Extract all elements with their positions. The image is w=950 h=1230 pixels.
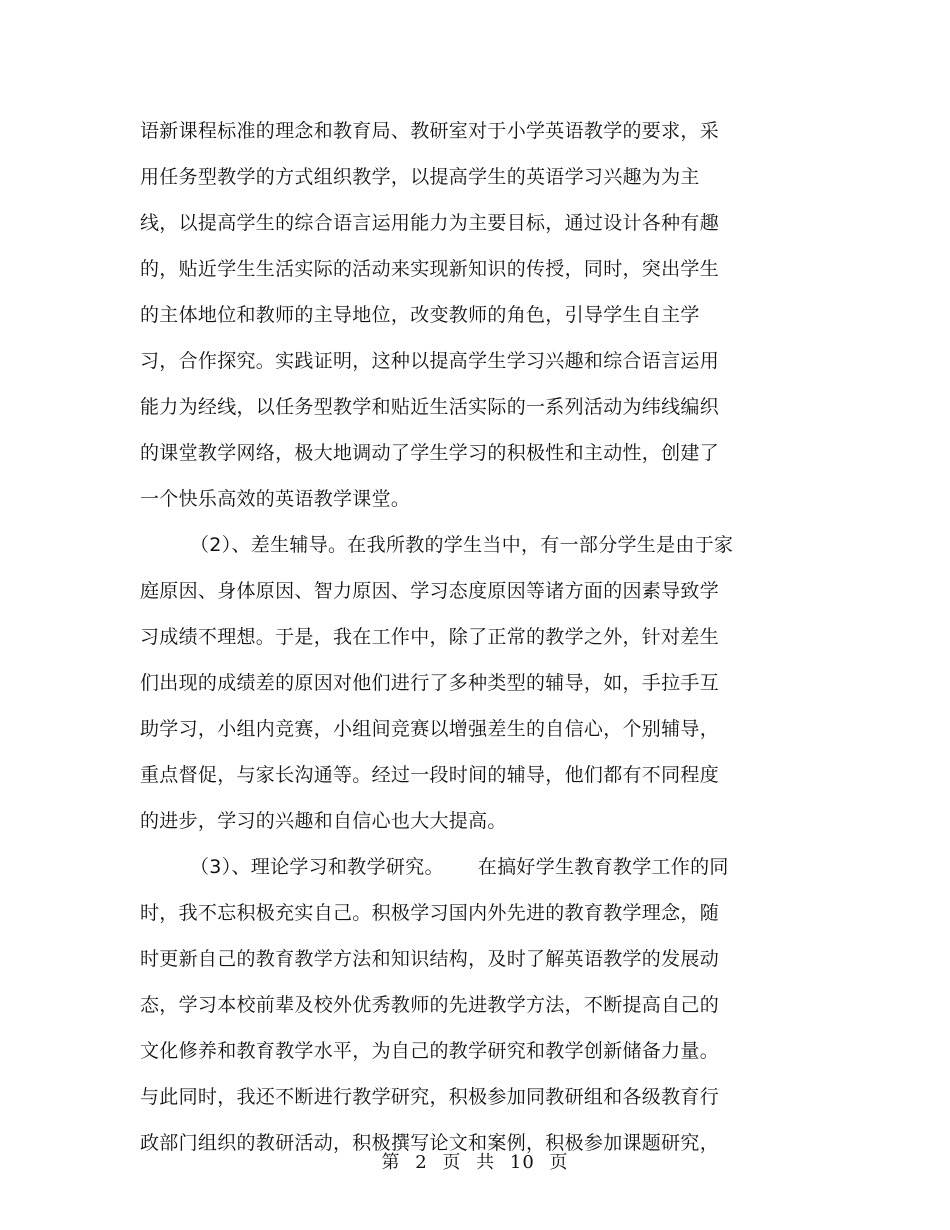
text-line: 与此同时，我还不断进行教学研究，积极参加同教研组和各级教育行 [140, 1086, 720, 1108]
text-line: 助学习，小组内竞赛，小组间竞赛以增强差生的自信心，个别辅导， [140, 718, 720, 740]
footer-ye: 页 [549, 1152, 569, 1173]
total-pages: 10 [509, 1152, 535, 1173]
text-line: 习成绩不理想。于是，我在工作中，除了正常的教学之外，针对差生 [140, 626, 720, 648]
paragraph-start-line [140, 849, 780, 885]
text-line: 的课堂教学网络，极大地调动了学生学习的积极性和主动性，创建了 [140, 442, 720, 464]
footer-ye: 页 [442, 1152, 462, 1173]
text-line: 的进步，学习的兴趣和自信心也大大提高。 [140, 810, 507, 832]
text-line: 庭原因、身体原因、智力原因、学习态度原因等诸方面的因素导致学 [140, 580, 720, 602]
text-line: 线，以提高学生的综合语言运用能力为主要目标，通过设计各种有趣 [140, 212, 720, 234]
text-line: 时，我不忘积极充实自己。积极学习国内外先进的教育教学理念，随 [140, 902, 720, 924]
footer-di: 第 [381, 1152, 401, 1173]
paragraph-start-line: （2）、差生辅导。在我所教的学生当中，有一部分学生是由于家 [190, 534, 734, 556]
text-line: 的，贴近学生生活实际的活动来实现新知识的传授，同时，突出学生 [140, 258, 720, 280]
text-line: 用任务型教学的方式组织教学，以提高学生的英语学习兴趣为为主 [140, 166, 700, 188]
text-line: 的主体地位和教师的主导地位，改变教师的角色，引导学生自主学 [140, 304, 700, 326]
text-line: 语新课程标准的理念和教育局、教研室对于小学英语教学的要求，采 [140, 120, 720, 142]
text-line: 一个快乐高效的英语教学课堂。 [140, 488, 411, 510]
text-line: 态，学习本校前辈及校外优秀教师的先进教学方法，不断提高自己的 [140, 994, 720, 1016]
text-line: 们出现的成绩差的原因对他们进行了多种类型的辅导，如，手拉手互 [140, 672, 720, 694]
text-line: 能力为经线，以任务型教学和贴近生活实际的一系列活动为纬线编织 [140, 396, 720, 418]
page-footer [0, 1148, 950, 1174]
body-text [140, 113, 780, 1171]
text-line: 时更新自己的教育教学方法和知识结构，及时了解英语教学的发展动 [140, 948, 720, 970]
text-line: 重点督促，与家长沟通等。经过一段时间的辅导，他们都有不同程度 [140, 764, 720, 786]
section-heading: （3）、理论学习和教学研究。 [190, 856, 444, 878]
text-line: 政部门组织的教研活动，积极撰写论文和案例，积极参加课题研究， [140, 1132, 720, 1154]
text-line: 文化修养和教育教学水平，为自己的教学研究和教学创新储备力量。 [140, 1040, 720, 1062]
footer-gong: 共 [476, 1152, 496, 1173]
page-number: 2 [415, 1152, 428, 1173]
text-span: 在搞好学生教育教学工作的同 [477, 856, 729, 878]
text-line: 习，合作探究。实践证明，这种以提高学生学习兴趣和综合语言运用 [140, 350, 720, 372]
